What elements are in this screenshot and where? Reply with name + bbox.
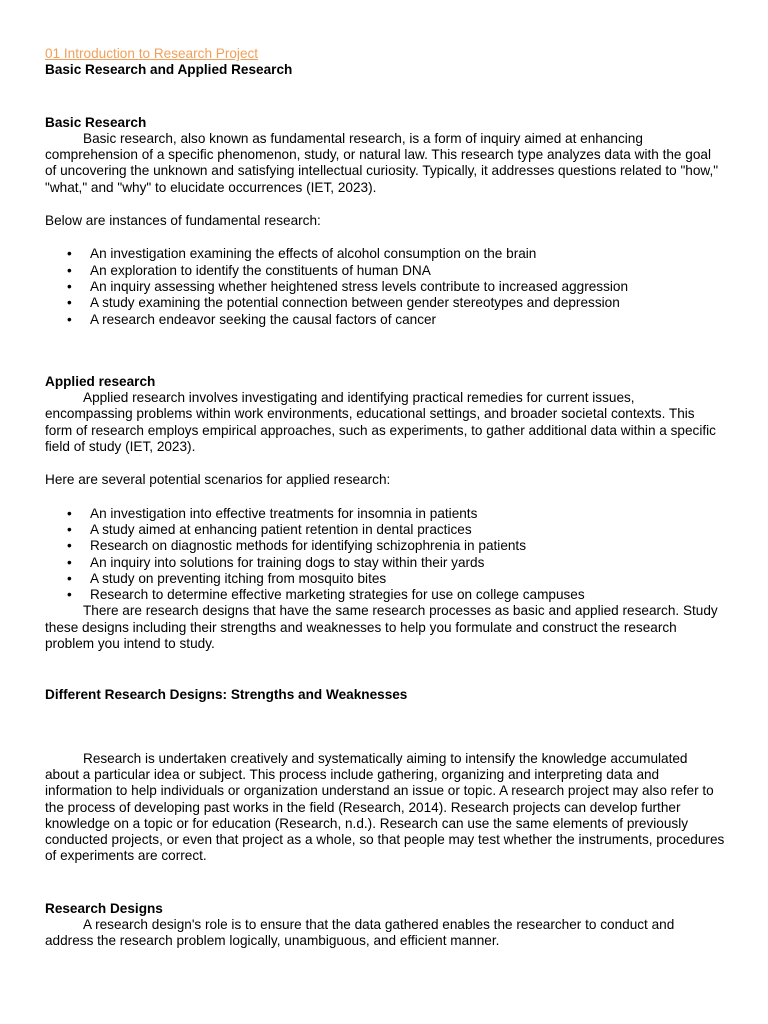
research-designs-heading: Research Designs [45, 900, 163, 916]
basic-research-heading: Basic Research [45, 114, 147, 130]
list-item: • An investigation examining the effects of alcohol consumption on the brain [45, 246, 725, 262]
list-item: • A study on preventing itching from mosquito bites [45, 571, 725, 587]
breadcrumb-link[interactable]: 01 Introduction to Research Project [45, 46, 259, 61]
document-content [45, 46, 725, 950]
applied-research-list [45, 506, 725, 604]
basic-research-list [45, 246, 725, 327]
list-item: • A study examining the potential connection between gender stereotypes and depression [45, 295, 725, 311]
applied-research-closing: There are research designs that have the same research processes as basic and applied research. Study these designs including their strengths and weaknesses to help you formulate and construct the research problem you intend to study. [45, 603, 718, 652]
basic-research-paragraph: Basic research, also known as fundamental research, is a form of inquiry aimed at enhancing comprehension of a specific phenomenon, study, or natural law. This research type analyzes data with the goal of uncovering the unknown and satisfying intellectual curiosity. Typically, it addresses questions related to "how," "what," and "why" to elucidate occurrences (IET, 2023). [45, 130, 719, 195]
list-item: • An inquiry assessing whether heightened stress levels contribute to increased aggression [45, 279, 725, 295]
applied-research-intro: Here are several potential scenarios for applied research: [45, 472, 391, 488]
research-designs-role-paragraph: A research design's role is to ensure that the data gathered enables the researcher to conduct and address the research problem logically, unambiguous, and efficient manner. [45, 916, 675, 949]
research-designs-paragraph: Research is undertaken creatively and systematically aiming to intensify the knowledge accumulated about a particular idea or subject. This process include gathering, organizing and interpreting data and information to help individuals or organization understand an issue or topic. A research project may also refer to the process of developing past works in the field (Research, 2014). Research projects can develop further knowledge on a topic or for education (Research, n.d.). Research can use the same elements of previously conducted projects, or even that project as a whole, so that people may test whether the instruments, procedures of experiments are correct. [45, 750, 725, 864]
basic-research-intro: Below are instances of fundamental research: [45, 213, 321, 229]
list-item: • A research endeavor seeking the causal factors of cancer [45, 312, 725, 328]
list-item: • An investigation into effective treatments for insomnia in patients [45, 506, 725, 522]
research-designs-strengths-heading: Different Research Designs: Strengths and Weaknesses [45, 687, 408, 703]
list-item: • An exploration to identify the constituents of human DNA [45, 263, 725, 279]
applied-research-heading: Applied research [45, 373, 156, 389]
list-item: • Research on diagnostic methods for identifying schizophrenia in patients [45, 538, 725, 554]
list-item: • An inquiry into solutions for training dogs to stay within their yards [45, 555, 725, 571]
list-item: • Research to determine effective marketing strategies for use on college campuses [45, 587, 725, 603]
list-item: • A study aimed at enhancing patient retention in dental practices [45, 522, 725, 538]
applied-research-paragraph: Applied research involves investigating and identifying practical remedies for current issues, encompassing problems within work environments, educational settings, and broader societal contexts. This form of research employs empirical approaches, such as experiments, to gather additional data within a specific field of study (IET, 2023). [45, 390, 716, 455]
page-title: Basic Research and Applied Research [45, 62, 293, 78]
